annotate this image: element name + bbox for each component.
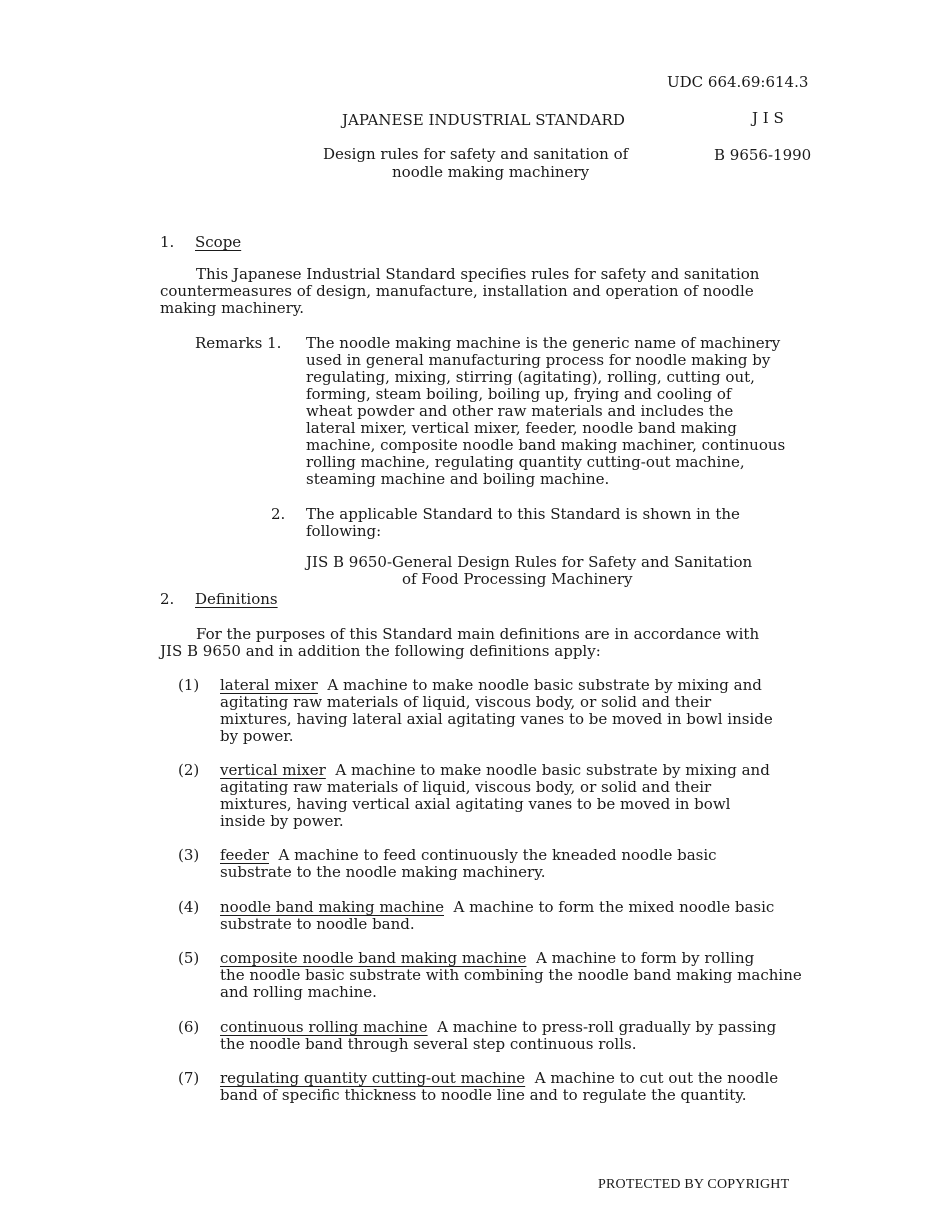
- definition-number: (4): [178, 898, 200, 916]
- definition-text: band of specific thickness to noodle line and to regulate the quantity.: [220, 1086, 747, 1104]
- remark-line: regulating, mixing, stirring (agitating), rolling, cutting out,: [306, 368, 755, 386]
- definition-term: composite noodle band making machine: [220, 949, 527, 967]
- definition-term: continuous rolling machine: [220, 1018, 428, 1036]
- definition-item: [220, 950, 802, 1001]
- definition-text: inside by power.: [220, 812, 344, 830]
- definition-text: A machine to cut out the noodle: [534, 1069, 779, 1087]
- remark-2-number: 2.: [271, 505, 286, 523]
- definition-number: (2): [178, 761, 200, 779]
- remark-line: wheat powder and other raw materials and includes the: [306, 402, 734, 420]
- definitions-paragraph: [160, 626, 759, 660]
- definition-text: A machine to make noodle basic substrate by mixing and: [327, 676, 762, 694]
- definition-term: feeder: [220, 846, 269, 864]
- section-1-heading: Scope: [195, 233, 242, 251]
- section-2-number: 2.: [160, 590, 175, 608]
- definition-text: A machine to form by rolling: [536, 949, 755, 967]
- definition-number: (7): [178, 1069, 200, 1087]
- scope-line: This Japanese Industrial Standard specifies rules for safety and sanitation: [196, 265, 760, 283]
- document-number: B 9656-1990: [714, 146, 812, 164]
- definition-number: (3): [178, 846, 200, 864]
- definition-item: [220, 899, 774, 933]
- definition-item: [220, 677, 773, 745]
- scope-line: countermeasures of design, manufacture, installation and operation of noodle: [160, 282, 754, 300]
- section-1-number: 1.: [160, 233, 175, 251]
- standard-title: JAPANESE INDUSTRIAL STANDARD: [342, 111, 625, 129]
- definition-text: mixtures, having lateral axial agitating vanes to be moved in bowl inside: [220, 710, 773, 728]
- definition-term: lateral mixer: [220, 676, 318, 694]
- section-2-heading: Definitions: [195, 590, 278, 608]
- definition-item: [220, 1070, 778, 1104]
- document-title-line-1: Design rules for safety and sanitation of: [323, 145, 629, 163]
- scope-line: making machinery.: [160, 299, 305, 317]
- definition-text: A machine to feed continuously the kneaded noodle basic: [278, 846, 717, 864]
- definition-term: vertical mixer: [220, 761, 326, 779]
- definition-text: substrate to the noodle making machinery.: [220, 863, 546, 881]
- definition-number: (1): [178, 676, 200, 694]
- jis-mark: J I S: [752, 109, 784, 127]
- definition-number: (6): [178, 1018, 200, 1036]
- definition-text: A machine to make noodle basic substrate by mixing and: [335, 761, 770, 779]
- remark-line: following:: [306, 522, 382, 540]
- remark-line: The applicable Standard to this Standard is shown in the: [306, 505, 740, 523]
- remark-line: The noodle making machine is the generic name of machinery: [306, 334, 781, 352]
- scope-paragraph: [160, 266, 759, 317]
- reference-standard-line-1: JIS B 9650-General Design Rules for Safety and Sanitation: [306, 553, 753, 571]
- definition-text: by power.: [220, 727, 294, 745]
- definition-number: (5): [178, 949, 200, 967]
- definition-text: A machine to form the mixed noodle basic: [453, 898, 775, 916]
- remark-line: steaming machine and boiling machine.: [306, 470, 610, 488]
- definition-text: agitating raw materials of liquid, viscous body, or solid and their: [220, 693, 712, 711]
- remarks-label: Remarks 1.: [195, 334, 282, 352]
- udc-code: UDC 664.69:614.3: [667, 73, 809, 91]
- remark-2-text: [306, 506, 740, 540]
- remark-1-text: [306, 335, 785, 488]
- definition-text: and rolling machine.: [220, 983, 377, 1001]
- definition-text: substrate to noodle band.: [220, 915, 415, 933]
- definition-text: mixtures, having vertical axial agitating vanes to be moved in bowl: [220, 795, 731, 813]
- remark-line: rolling machine, regulating quantity cutting-out machine,: [306, 453, 745, 471]
- document-title-line-2: noodle making machinery: [392, 163, 590, 181]
- remark-line: lateral mixer, vertical mixer, feeder, noodle band making: [306, 419, 737, 437]
- definition-text: the noodle basic substrate with combining the noodle band making machine: [220, 966, 802, 984]
- definition-item: [220, 847, 717, 881]
- definition-term: regulating quantity cutting-out machine: [220, 1069, 526, 1087]
- definition-text: agitating raw materials of liquid, viscous body, or solid and their: [220, 778, 712, 796]
- definition-item: [220, 762, 770, 830]
- definitions-intro-line: For the purposes of this Standard main definitions are in accordance with: [196, 625, 760, 643]
- remark-line: used in general manufacturing process for noodle making by: [306, 351, 771, 369]
- copyright-notice: PROTECTED BY COPYRIGHT: [598, 1177, 790, 1192]
- definitions-intro-line: JIS B 9650 and in addition the following definitions apply:: [160, 642, 601, 660]
- reference-standard-line-2: of Food Processing Machinery: [402, 570, 633, 588]
- remark-line: forming, steam boiling, boiling up, frying and cooling of: [306, 385, 732, 403]
- definition-item: [220, 1019, 776, 1053]
- definition-text: the noodle band through several step continuous rolls.: [220, 1035, 637, 1053]
- definition-text: A machine to press-roll gradually by passing: [437, 1018, 777, 1036]
- definition-term: noodle band making machine: [220, 898, 444, 916]
- remark-line: machine, composite noodle band making machiner, continuous: [306, 436, 786, 454]
